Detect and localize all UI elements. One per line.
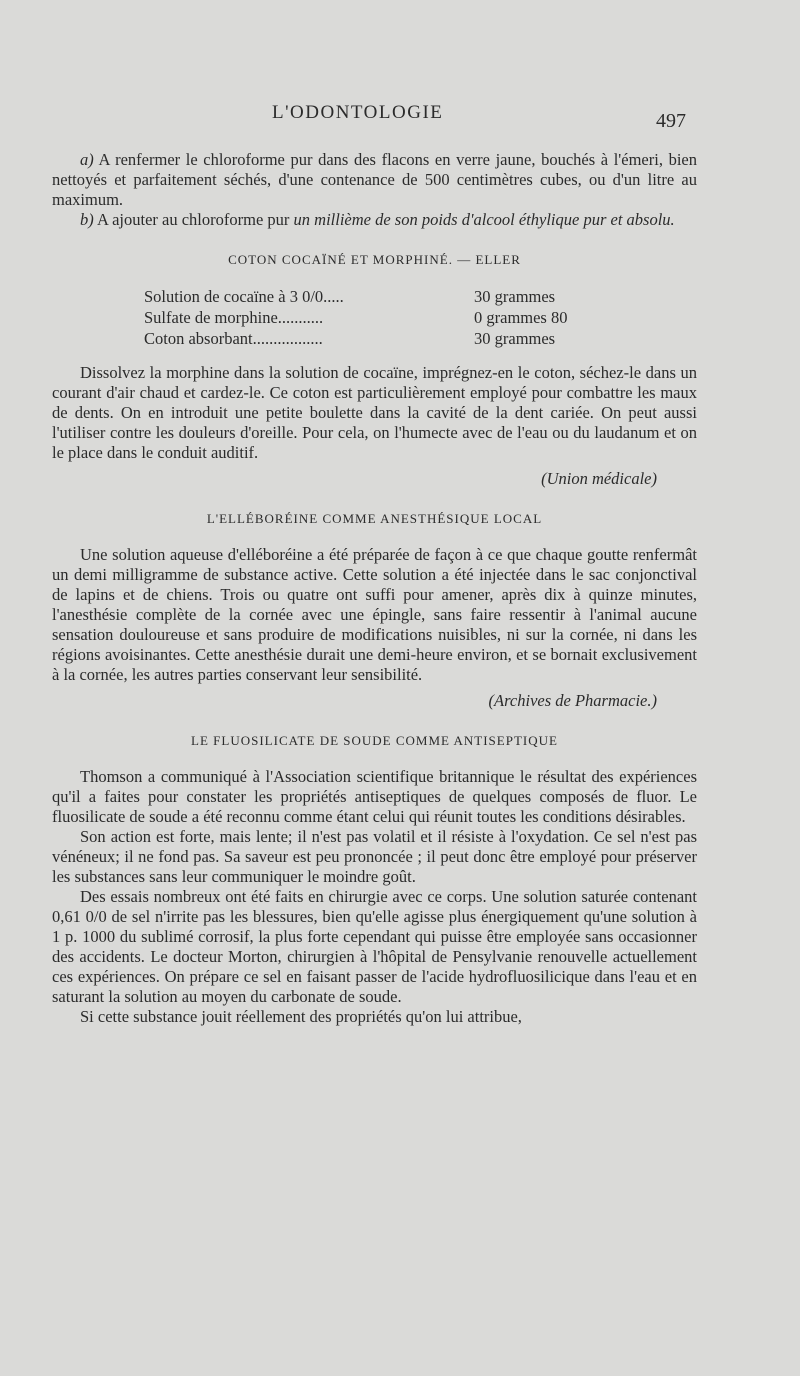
running-title: L'ODONTOLOGIE [272,102,444,123]
source-archives-pharmacie: (Archives de Pharmacie.) [488,691,657,710]
recipe-ingredient: Coton absorbant................. [144,329,323,348]
recipe-ingredient: Sulfate de morphine........... [144,308,324,327]
recipe-quantity: 30 grammes [474,329,556,348]
section-title-coton: COTON COCAÏNÉ ET MORPHINÉ. — ELLER [228,252,521,267]
recipe-row [144,307,614,328]
paragraph-elleboreine: Une solution aqueuse d'elléboréine a été préparée de façon à ce que chaque goutte renfermât un demi milligramme de substance active. Cette solution a été injectée dans le sac conjonctival de lapins et de chiens. Trois ou quatre ont suffi pour amener, après dix à quinze minutes, l'anesthésie complète de la cornée avec une épingle, sans faire ressentir à l'animal aucune sensation douloureuse et sans produire de modifications nuisibles, ni sur la cornée, ni dans les régions avoisinantes. Cette anesthésie durait une demi-heure environ, et se bornait exclusivement à la cornée, les autres parties conservant leur sensibilité. [52,545,697,684]
recipe-quantity: 0 grammes 80 [474,308,568,327]
paragraph-coton: Dissolvez la morphine dans la solution de cocaïne, imprégnez-en le coton, séchez-le dans un courant d'air chaud et cardez-le. Ce coton est particulièrement employé pour combattre les maux de dents. On en introduit une petite boulette dans la cavité de la dent cariée. On peut aussi l'utiliser contre les douleurs d'oreille. Pour cela, on l'humecte avec de l'eau ou du laudanum et on le place dans le conduit auditif. [52,363,697,462]
page-content [52,150,697,1027]
recipe-quantity: 30 grammes [474,287,556,306]
recipe-table [144,286,614,349]
page-header [0,100,800,140]
paragraph-fluosilicate-3: Des essais nombreux ont été faits en chirurgie avec ce corps. Une solution saturée contenant 0,61 0/0 de sel n'irrite pas les blessures, bien qu'elle agisse plus énergiquement qu'une solution à 1 p. 1000 du sublimé corrosif, la plus forte cependant qui puisse être employée sans occasionner des accidents. Le docteur Morton, chirurgien à l'hôpital de Pensylvanie renouvelle actuellement ces expériences. On prépare ce sel en faisant passer de l'acide hydrofluosilicique dans l'eau et en saturant la solution au moyen du carbonate de soude. [52,887,697,1006]
page-number: 497 [656,110,686,132]
paragraph-b [52,210,697,230]
paragraph-a [52,150,697,210]
section-title-fluosilicate: LE FLUOSILICATE DE SOUDE COMME ANTISEPTIQUE [191,733,558,748]
recipe-row [144,286,614,307]
label-a: a) [80,150,94,169]
paragraph-fluosilicate-1: Thomson a communiqué à l'Association scientifique britannique le résultat des expériences qu'il a faites pour constater les propriétés antiseptiques de quelques composés de fluor. Le fluosilicate de soude a été reconnu comme étant celui qui réunit toutes les conditions désirables. [52,767,697,826]
recipe-row [144,328,614,349]
source-union-medicale: (Union médicale) [541,469,657,488]
section-title-elleboreine: L'ELLÉBORÉINE COMME ANESTHÉSIQUE LOCAL [206,511,543,526]
text-b-italic: un millième de son poids d'alcool éthylique pur et absolu. [293,210,675,229]
text-b-plain: A ajouter au chloroforme pur [93,210,294,229]
recipe-ingredient: Solution de cocaïne à 3 0/0..... [144,287,344,306]
label-b: b) [80,210,94,229]
text-a: A renfermer le chloroforme pur dans des flacons en verre jaune, bouchés à l'émeri, bien nettoyés et parfaitement séchés, d'une contenance de 500 centimètres cubes, ou d'un litre au maximum. [52,150,697,209]
paragraph-fluosilicate-4: Si cette substance jouit réellement des propriétés qu'on lui attribue, [80,1007,522,1026]
paragraph-fluosilicate-2: Son action est forte, mais lente; il n'est pas volatil et il résiste à l'oxydation. Ce sel n'est pas vénéneux; il ne fond pas. Sa saveur est peu prononcée ; il peut donc être employé pour préserver les substances sans leur communiquer le moindre goût. [52,827,697,886]
